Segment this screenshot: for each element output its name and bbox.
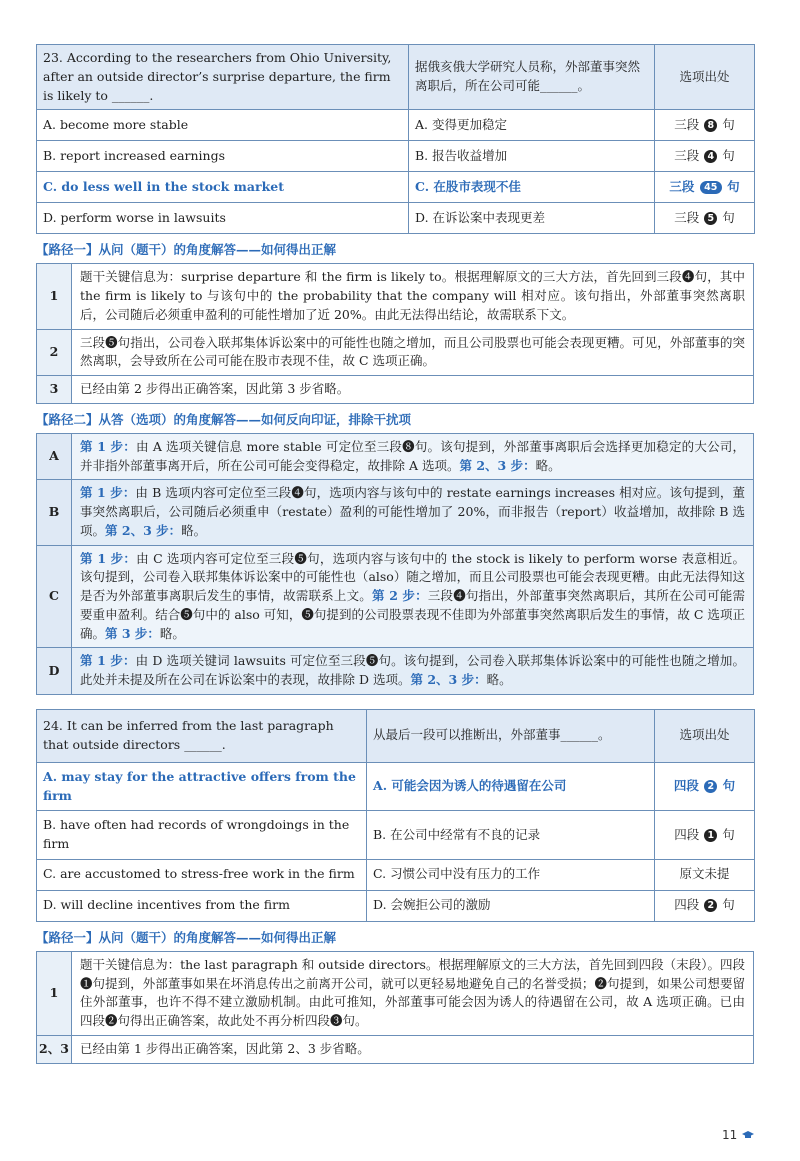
q24-option-en: B. have often had records of wrongdoings in the firm — [37, 811, 367, 860]
q23-path2-title: 【路径二】从答（选项）的角度解答——如何反向印证，排除干扰项 — [36, 411, 412, 427]
q24-option-source — [655, 811, 755, 860]
source-text: 句 — [722, 209, 735, 225]
step-label: 2、3 — [37, 1035, 72, 1063]
source-text: 三段 — [669, 178, 695, 194]
step-label: 1 — [37, 264, 72, 329]
q23-path1-title: 【路径一】从问（题干）的角度解答——如何得出正解 — [36, 242, 337, 258]
q24-option-en: A. may stay for the attractive offers from the firm — [37, 762, 367, 811]
step-row — [37, 264, 754, 329]
q24-option-zh: C. 习惯公司中没有压力的工作 — [367, 859, 655, 890]
analysis-text: 由 D 选项关键词 lawsuits 可定位至三段❺句。该句提到，公司卷入联邦集体诉讼案中的可能性也随之增加。此处并未提及所在公司在诉讼案中的表现，故排除 D 选项。 — [80, 653, 746, 687]
q23-option-row — [37, 141, 755, 172]
q23-option-en: A. become more stable — [37, 110, 409, 141]
step-marker: 第 1 步： — [80, 653, 136, 669]
q24-option-en: D. will decline incentives from the firm — [37, 890, 367, 921]
q24-option-source — [655, 890, 755, 921]
q24-option-row — [37, 811, 755, 860]
q24-path1-title: 【路径一】从问（题干）的角度解答——如何得出正解 — [36, 929, 337, 945]
q23-option-row-correct — [37, 172, 755, 203]
q24-question-zh: 从最后一段可以推断出，外部董事______。 — [367, 709, 655, 762]
q23-option-zh: C. 在股市表现不佳 — [409, 172, 655, 203]
q23-option-zh: A. 变得更加稳定 — [409, 110, 655, 141]
step-marker: 第 2、3 步： — [105, 522, 182, 538]
option-analysis — [72, 648, 754, 695]
source-text: 三段 — [674, 116, 700, 132]
step-label: 3 — [37, 376, 72, 404]
q23-option-zh: D. 在诉讼案中表现更差 — [409, 203, 655, 234]
q24-option-row — [37, 890, 755, 921]
step-marker: 第 1 步： — [80, 485, 136, 501]
q23-option-row — [37, 203, 755, 234]
option-analysis — [72, 480, 754, 545]
sentence-number-icon: 45 — [700, 181, 722, 194]
source-text: 句 — [722, 116, 735, 132]
step-marker: 第 1 步： — [80, 550, 137, 566]
option-analysis-row — [37, 648, 754, 695]
sentence-number-icon: 5 — [704, 212, 717, 225]
analysis-text: 由 C 选项内容可定位至三段❺句，选项内容与该句中的 the stock is likely to perform worse 表意相近。该句提到，公司卷入联邦集体诉讼案中的可能性也（also）随之增加，而且公司股票也可能会表现更糟。由此无法得知这是否为外部董事离职后发生的事情，故需联系上文。 — [80, 550, 746, 603]
sentence-number-icon: 8 — [704, 119, 717, 132]
q24-option-en: C. are accustomed to stress-free work in the firm — [37, 859, 367, 890]
option-analysis-row — [37, 433, 754, 480]
step-text: 已经由第 2 步得出正确答案，因此第 3 步省略。 — [72, 376, 754, 404]
step-marker: 第 2、3 步： — [459, 457, 536, 473]
option-analysis-row — [37, 480, 754, 545]
source-text: 句 — [727, 178, 740, 194]
q23-question-en: 23. According to the researchers from Ohio University, after an outside director’s surprise departure, the firm is likely to ______. — [37, 45, 409, 110]
q24-option-source — [655, 762, 755, 811]
source-text: 句 — [722, 826, 735, 842]
analysis-text: 略。 — [181, 522, 207, 538]
analysis-text: 略。 — [486, 672, 512, 687]
q23-table — [36, 44, 755, 234]
step-label: 1 — [37, 951, 72, 1035]
q23-option-en: C. do less well in the stock market — [37, 172, 409, 203]
q24-option-source: 原文未提 — [655, 859, 755, 890]
analysis-text: 略。 — [159, 625, 185, 641]
q24-source-header: 选项出处 — [655, 709, 755, 762]
q23-option-source — [655, 203, 755, 234]
step-label: 2 — [37, 329, 72, 376]
q24-header-row — [37, 709, 755, 762]
q23-option-en: B. report increased earnings — [37, 141, 409, 172]
page-number: 11 — [722, 1128, 738, 1142]
step-row — [37, 376, 754, 404]
step-text: 题干关键信息为：the last paragraph 和 outside directors。根据理解原文的三大方法，首先回到四段（末段）。四段❶句提到，外部董事如果在坏消息传出之前离开公司，就可以更轻易地避免自己的名誉受损；❷句提到，如果公司想要留住外部董事，也许不得不建立激励机制。由此可推知，外部董事可能会因为诱人的待遇留在公司，故 A 选项正确。已由四段❷句得出正确答案，故此处不再分析四段❸句。 — [72, 951, 754, 1035]
q24-option-row — [37, 859, 755, 890]
q24-table — [36, 709, 755, 922]
sentence-number-icon: 2 — [704, 899, 717, 912]
step-marker: 第 1 步： — [80, 438, 136, 454]
source-text: 四段 — [674, 897, 700, 913]
option-analysis — [72, 545, 754, 648]
source-text: 句 — [722, 147, 735, 163]
option-label: C — [37, 545, 72, 648]
option-analysis-row — [37, 545, 754, 648]
analysis-text: 由 B 选项内容可定位至三段❹句，选项内容与该句中的 restate earnings increases 相对应。该句提到，董事突然离职后，公司随后必须重申（restate）盈利的可能性增加了 20%，而非报告（report）收益增加，故排除 B 选项。 — [80, 485, 745, 538]
analysis-text: 略。 — [535, 457, 561, 473]
step-row — [37, 329, 754, 376]
q24-option-zh: D. 会婉拒公司的激励 — [367, 890, 655, 921]
source-text: 四段 — [674, 826, 700, 842]
q23-option-zh: B. 报告收益增加 — [409, 141, 655, 172]
q23-option-en: D. perform worse in lawsuits — [37, 203, 409, 234]
q24-option-zh: A. 可能会因为诱人的待遇留在公司 — [367, 762, 655, 811]
graduation-cap-icon — [742, 1130, 754, 1140]
sentence-number-icon: 2 — [704, 780, 717, 793]
q23-path1-table — [36, 263, 754, 404]
step-text: 已经由第 1 步得出正确答案，因此第 2、3 步省略。 — [72, 1035, 754, 1063]
step-marker: 第 2、3 步： — [410, 672, 487, 687]
source-text: 三段 — [674, 209, 700, 225]
q23-question-zh: 据俄亥俄大学研究人员称，外部董事突然离职后，所在公司可能______。 — [409, 45, 655, 110]
sentence-number-icon: 4 — [704, 150, 717, 163]
analysis-text: 三段❹句指出，外部董事突然离职后，其所在公司可能需要重申盈利。结合❺句中的 also 可知，❺句提到的公司股票表现不佳即为外部董事突然离职后发生的事情，故 C 选项正确。 — [80, 588, 745, 641]
option-label: D — [37, 648, 72, 695]
source-text: 句 — [722, 778, 736, 794]
sentence-number-icon: 1 — [704, 829, 717, 842]
step-marker: 第 3 步： — [105, 625, 160, 641]
q24-path1-table — [36, 951, 754, 1064]
q24-option-row-correct — [37, 762, 755, 811]
q23-option-source — [655, 110, 755, 141]
option-label: A — [37, 433, 72, 480]
step-text: 三段❺句指出，公司卷入联邦集体诉讼案中的可能性也随之增加，而且公司股票也可能会表现更糟。可见，外部董事的突然离职，会导致所在公司可能在股市表现不佳，故 C 选项正确。 — [72, 329, 754, 376]
q23-header-row — [37, 45, 755, 110]
page-content — [36, 44, 754, 1064]
q24-question-en: 24. It can be inferred from the last paragraph that outside directors ______. — [37, 709, 367, 762]
q23-source-header: 选项出处 — [655, 45, 755, 110]
source-text: 四段 — [673, 778, 699, 794]
step-row — [37, 951, 754, 1035]
option-analysis — [72, 433, 754, 480]
step-marker: 第 2 步： — [371, 588, 428, 603]
q24-option-zh: B. 在公司中经常有不良的记录 — [367, 811, 655, 860]
step-text: 题干关键信息为：surprise departure 和 the firm is likely to。根据理解原文的三大方法，首先回到三段❹句，其中 the firm is likely to 与该句中的 the probability that the company will 相对应。该句指出，外部董事突然离职后，公司随后必须重申盈利的可能性增加了近 20%。由此无法得出结论，故需联系下文。 — [72, 264, 754, 329]
step-row — [37, 1035, 754, 1063]
q23-option-source — [655, 141, 755, 172]
q23-option-source — [655, 172, 755, 203]
source-text: 三段 — [674, 147, 700, 163]
source-text: 句 — [722, 897, 735, 913]
option-label: B — [37, 480, 72, 545]
q23-option-row — [37, 110, 755, 141]
q23-path2-table — [36, 433, 754, 695]
analysis-text: 由 A 选项关键信息 more stable 可定位至三段❽句。该句提到，外部董事离职后会选择更加稳定的大公司，并非指外部董事离开后，所在公司可能会变得稳定，故排除 A 选项。 — [80, 438, 746, 473]
